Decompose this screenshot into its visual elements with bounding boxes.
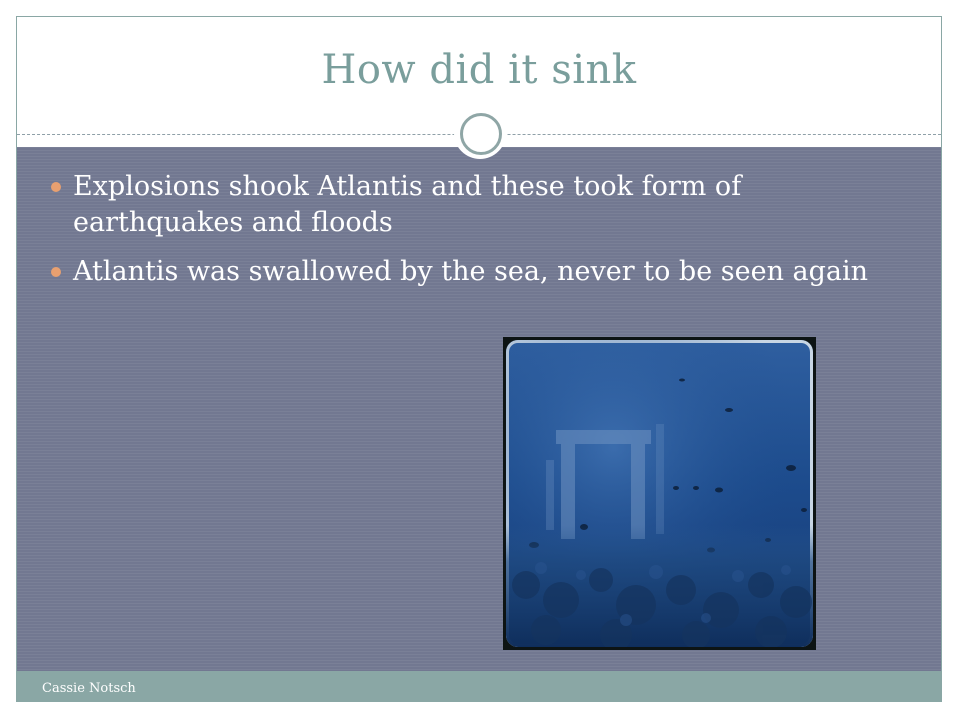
bullet-list <box>51 169 881 303</box>
slide-title: How did it sink <box>321 47 637 93</box>
content-area <box>17 147 941 671</box>
footer-author: Cassie Notsch <box>42 681 136 696</box>
bullet-item <box>51 254 881 290</box>
slide <box>16 16 942 702</box>
bullet-text: Explosions shook Atlantis and these took form of earthquakes and floods <box>73 171 742 238</box>
round-bullet-icon <box>51 267 61 277</box>
underwater-ruins-photo <box>503 337 816 650</box>
bullet-text: Atlantis was swallowed by the sea, never to be seen again <box>73 256 869 287</box>
photo-frame <box>506 340 813 647</box>
circle-ring-icon <box>454 107 506 159</box>
round-bullet-icon <box>51 182 61 192</box>
circle-ring-inner <box>460 113 502 155</box>
footer-bar <box>17 671 941 702</box>
underwater-scene-illustration <box>506 340 813 647</box>
bullet-item <box>51 169 881 241</box>
